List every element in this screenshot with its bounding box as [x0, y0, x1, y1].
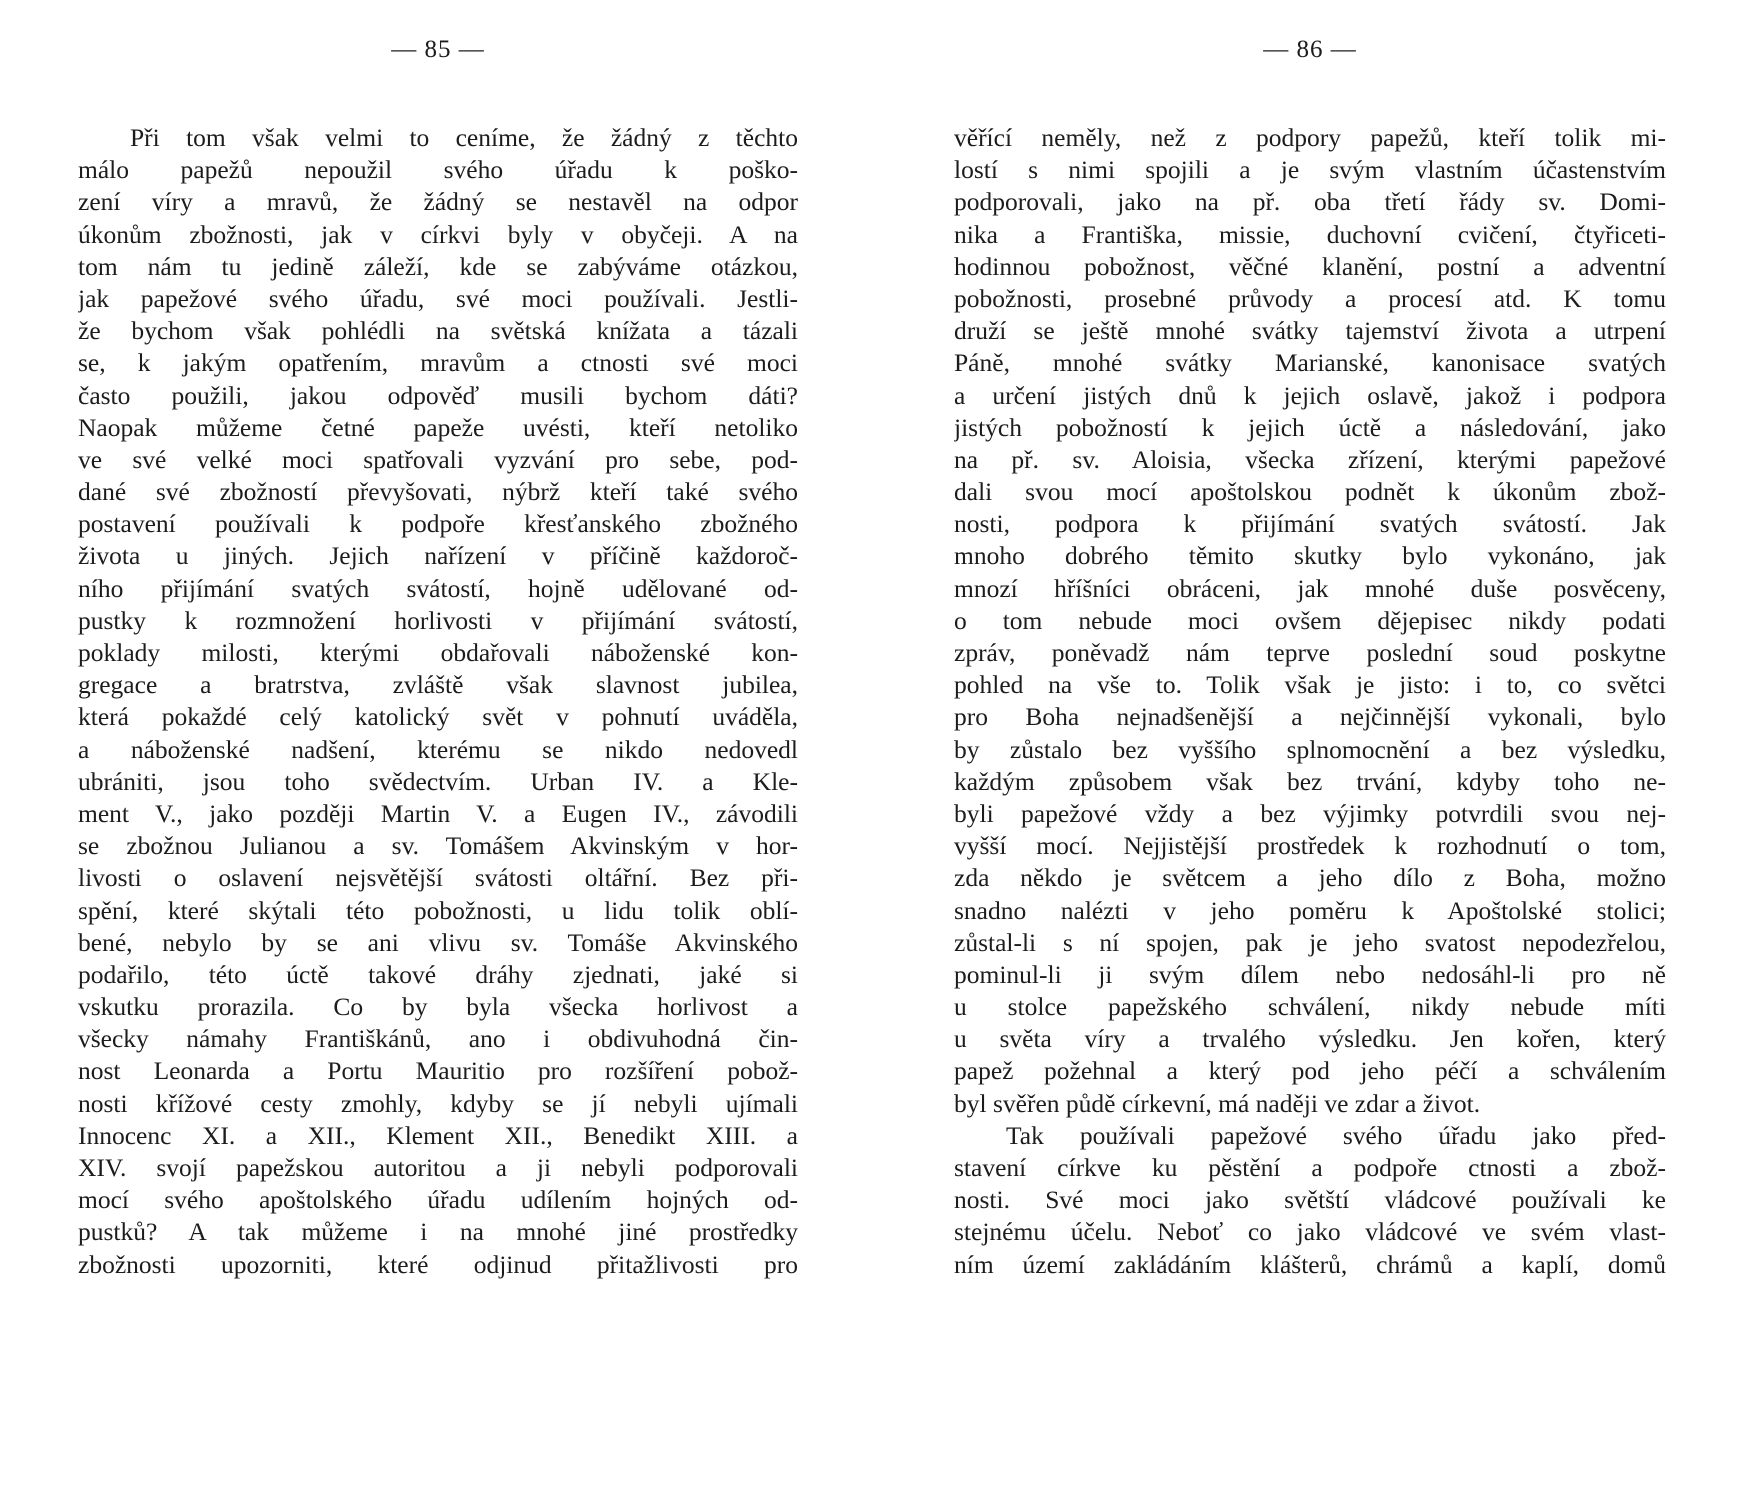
text-line: u světa víry a trvalého výsledku. Jen kořen, který [954, 1024, 1666, 1054]
text-line: věřící neměly, než z podpory papežů, kteří tolik mi- [954, 123, 1666, 152]
text-line: ním území zakládáním klášterů, chrámů a kaplí, domů [954, 1249, 1666, 1279]
text-line: nosti. Své moci jako světští vládcové používali ke [954, 1185, 1666, 1215]
text-line: nost Leonarda a Portu Mauritio pro rozšíření pobož- [78, 1056, 798, 1086]
text-line: mnoho dobrého těmito skutky bylo vykonáno, jak [954, 541, 1666, 571]
body-text [78, 122, 798, 1281]
text-line: mocí svého apoštolského úřadu udílením hojných od- [78, 1185, 798, 1215]
text-line: často použili, jakou odpověď musili bychom dáti? [78, 380, 798, 410]
text-line: Innocenc XI. a XII., Klement XII., Benedikt XIII. a [78, 1120, 798, 1150]
text-line: lostí s nimi spojili a je svým vlastním účastenstvím [954, 155, 1666, 185]
text-line: dali svou mocí apoštolskou podnět k úkonům zbož- [954, 477, 1666, 507]
text-line: pominul-li ji svým dílem nebo nedosáhl-li pro ně [954, 959, 1666, 989]
text-line: a náboženské nadšení, kterému se nikdo nedovedl [78, 734, 798, 764]
text-line: gregace a bratrstva, zvláště však slavnost jubilea, [78, 670, 798, 700]
text-line: jak papežové svého úřadu, své moci používali. Jestli- [78, 283, 798, 313]
text-line: pustky k rozmnožení horlivosti v přijímání svátostí, [78, 605, 798, 635]
text-line: zpráv, poněvadž nám teprve poslední soud poskytne [954, 638, 1666, 667]
text-line: se zbožnou Julianou a sv. Tomášem Akvinským v hor- [78, 831, 798, 861]
text-line: bené, nebylo by se ani vlivu sv. Tomáše Akvinského [78, 927, 798, 957]
text-line: papež požehnal a který pod jeho péčí a schválením [954, 1056, 1666, 1086]
text-line: u stolce papežského schválení, nikdy nebude míti [954, 992, 1666, 1022]
text-line: stavení církve ku pěstění a podpoře ctnosti a zbož- [954, 1153, 1666, 1182]
text-line: XIV. svojí papežskou autoritou a ji nebyli podporovali [78, 1153, 798, 1182]
text-line: tom nám tu jedině záleží, kde se zabýváme otázkou, [78, 251, 798, 281]
text-line: života u jiných. Jejich nařízení v příčině každoroč- [78, 541, 798, 571]
text-line: poklady milosti, kterými obdařovali náboženské kon- [78, 638, 798, 667]
text-line: Při tom však velmi to ceníme, že žádný z těchto [130, 123, 798, 152]
text-line: byl svěřen půdě církevní, má naději ve zdar a život. [954, 1088, 1481, 1118]
text-line: nika a Františka, missie, duchovní cvičení, čtyřiceti- [954, 219, 1666, 249]
text-line: ment V., jako později Martin V. a Eugen IV., závodili [78, 798, 798, 828]
text-line: na př. sv. Aloisia, všecka zřízení, kterými papežové [954, 444, 1666, 474]
text-line: každým způsobem však bez trvání, kdyby toho ne- [954, 766, 1666, 796]
text-line: málo papežů nepoužil svého úřadu k poško- [78, 155, 798, 185]
page-number: — 86 — [1263, 36, 1357, 63]
text-line: Tak používali papežové svého úřadu jako před- [1006, 1120, 1666, 1150]
text-line: všecky námahy Františkánů, ano i obdivuhodná čin- [78, 1024, 798, 1054]
text-line: hodinnou pobožnost, věčné klanění, postní a adventní [954, 251, 1666, 281]
text-line: pustků? A tak můžeme i na mnohé jiné prostředky [78, 1217, 798, 1247]
text-line: druží se ještě mnohé svátky tajemství života a utrpení [954, 316, 1666, 346]
text-line: ního přijímání svatých svátostí, hojně udělované od- [78, 573, 798, 603]
text-line: zení víry a mravů, že žádný se nestavěl na odpor [78, 187, 798, 217]
page-number: — 85 — [391, 36, 485, 63]
text-line: nosti křížové cesty zmohly, kdyby se jí nebyli ujímali [78, 1088, 798, 1118]
text-line: spění, které skýtali této pobožnosti, u lidu tolik oblí- [78, 895, 798, 925]
text-line: úkonům zbožnosti, jak v církvi byly v obyčeji. A na [78, 219, 798, 249]
text-line: dané své zbožností převyšovati, nýbrž kteří také svého [78, 477, 798, 507]
text-line: která pokaždé celý katolický svět v pohnutí uváděla, [78, 702, 798, 732]
text-line: byli papežové vždy a bez výjimky potvrdili svou nej- [954, 798, 1666, 828]
text-line: se, k jakým opatřením, mravům a ctnosti své moci [78, 348, 798, 378]
page-left [78, 0, 798, 1500]
page-right [954, 0, 1666, 1500]
text-line: pobožnosti, prosebné průvody a procesí atd. K tomu [954, 283, 1666, 313]
text-line: by zůstalo bez vyššího splnomocnění a bez výsledku, [954, 734, 1666, 764]
text-line: jistých pobožností k jejich úctě a následování, jako [954, 412, 1666, 442]
text-line: zůstal-li s ní spojen, pak je jeho svatost nepodezřelou, [954, 927, 1666, 957]
text-line: postavení používali k podpoře křesťanského zbožného [78, 509, 798, 539]
text-line: a určení jistých dnů k jejich oslavě, jakož i podpora [954, 380, 1666, 410]
text-line: livosti o oslavení nejsvětější svátosti oltářní. Bez při- [78, 863, 798, 893]
text-line: o tom nebude moci ovšem dějepisec nikdy podati [954, 605, 1666, 635]
text-line: Páně, mnohé svátky Marianské, kanonisace svatých [954, 348, 1666, 378]
text-line: zda někdo je světcem a jeho dílo z Boha, možno [954, 863, 1666, 893]
text-line: nosti, podpora k přijímání svatých svátostí. Jak [954, 509, 1666, 539]
text-line: ve své velké moci spatřovali vyzvání pro sebe, pod- [78, 444, 798, 474]
text-line: mnozí hříšníci obráceni, jak mnohé duše posvěceny, [954, 573, 1666, 603]
text-line: podporovali, jako na př. oba třetí řády sv. Domi- [954, 187, 1666, 217]
body-text [954, 122, 1666, 1281]
text-line: podařilo, této úctě takové dráhy zjednati, jaké si [78, 959, 798, 989]
text-line: vskutku prorazila. Co by byla všecka horlivost a [78, 992, 798, 1022]
text-line: ubrániti, jsou toho svědectvím. Urban IV. a Kle- [78, 766, 798, 796]
text-line: vyšší mocí. Nejjistější prostředek k rozhodnutí o tom, [954, 831, 1666, 861]
text-line: pro Boha nejnadšenější a nejčinnější vykonali, bylo [954, 702, 1666, 732]
text-line: snadno nalézti v jeho poměru k Apoštolské stolici; [954, 895, 1666, 925]
text-line: zbožnosti upozorniti, které odjinud přitažlivosti pro [78, 1249, 798, 1279]
text-line: pohled na vše to. Tolik však je jisto: i to, co světci [954, 670, 1666, 700]
text-line: že bychom však pohlédli na světská knížata a tázali [78, 316, 798, 346]
text-line: stejnému účelu. Neboť co jako vládcové ve svém vlast- [954, 1217, 1666, 1247]
text-line: Naopak můžeme četné papeže uvésti, kteří netoliko [78, 412, 798, 442]
